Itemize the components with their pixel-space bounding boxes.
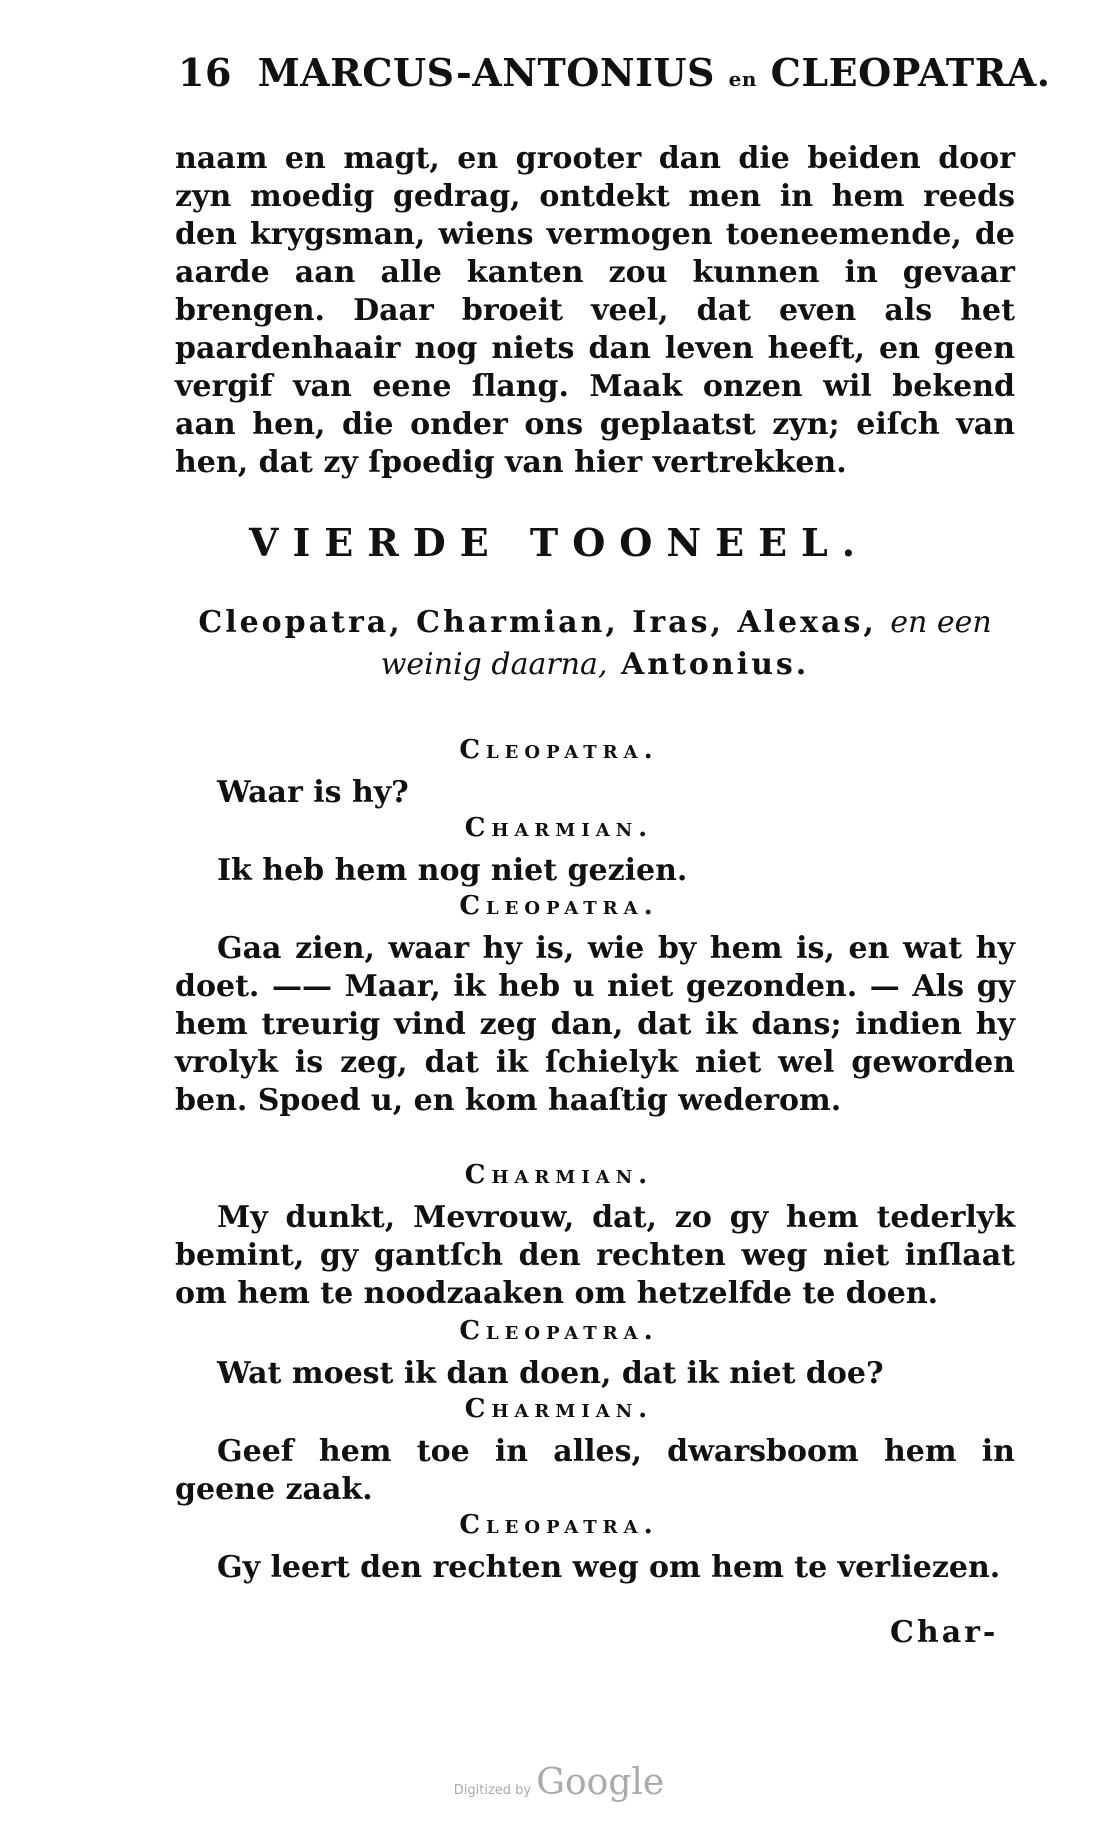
page-number: 16 <box>178 50 232 95</box>
speech-text: Geef hem toe in alles, dwarsboom hem in geene zaak. <box>175 1434 1015 1507</box>
speaker-label: Charmian. <box>464 1160 654 1190</box>
watermark-by: Digitized by <box>453 1783 532 1798</box>
speech-text: Wat moest ik dan doen, dat ik niet doe? <box>217 1356 884 1391</box>
speech-text: My dunkt, Mevrouw, dat, zo gy hem tederlyk bemint, gy gantſch den rechten weg niet inſlaat om hem te noodzaaken om hetzelfde te doen. <box>175 1200 1015 1311</box>
speaker-label: Cleopatra. <box>459 1316 659 1346</box>
header-title-right: CLEOPATRA. <box>770 50 1051 95</box>
cast-list <box>175 602 1015 686</box>
opening-paragraph: naam en magt, en grooter dan die beiden door zyn moedig gedrag, ontdekt men in hem reeds den krygsman, wiens vermogen toeneemende, de aarde aan alle kanten zou kunnen in gevaar brengen. Daar broeit veel, dat even als het paardenhaair nog niets dan leven heeft, en geen vergif van eene ſlang. Maak onzen wil bekend aan hen, die onder ons geplaatst zyn; eiſch van hen, dat zy ſpoedig van hier vertrekken. <box>175 141 1015 480</box>
speech-text: Gaa zien, waar hy is, wie by hem is, en wat hy doet. —— Maar, ik heb u niet gezonden. — Als gy hem treurig vind zeg dan, dat ik dans; indien hy vrolyk is zeg, dat ik ſchielyk niet wel geworden ben. Spoed u, en kom haaſtig wederom. <box>175 931 1015 1118</box>
speech-text: Ik heb hem nog niet gezien. <box>217 853 688 888</box>
speaker-label: Cleopatra. <box>459 735 659 765</box>
speech-text: Gy leert den rechten weg om hem te verliezen. <box>217 1550 1001 1585</box>
speaker-label: Charmian. <box>464 1394 654 1424</box>
header-title-left: MARCUS-ANTONIUS <box>257 50 715 95</box>
running-header <box>178 50 1051 100</box>
header-title-joiner: en <box>728 67 757 91</box>
catchword: Char- <box>890 1615 999 1650</box>
speaker-label: Charmian. <box>464 813 654 843</box>
speech-text: Waar is hy? <box>217 775 409 810</box>
digitization-watermark <box>0 1762 1118 1803</box>
cast-names: Cleopatra, Charmian, Iras, Alexas, <box>198 605 877 640</box>
scene-title: VIERDE TOONEEL. <box>248 520 870 565</box>
speaker-label: Cleopatra. <box>459 891 659 921</box>
cast-italic-note: en een weinig daarna, <box>380 605 992 682</box>
watermark-brand: Google <box>536 1762 665 1803</box>
cast-last-name: Antonius. <box>620 647 810 682</box>
speaker-label: Cleopatra. <box>459 1510 659 1540</box>
